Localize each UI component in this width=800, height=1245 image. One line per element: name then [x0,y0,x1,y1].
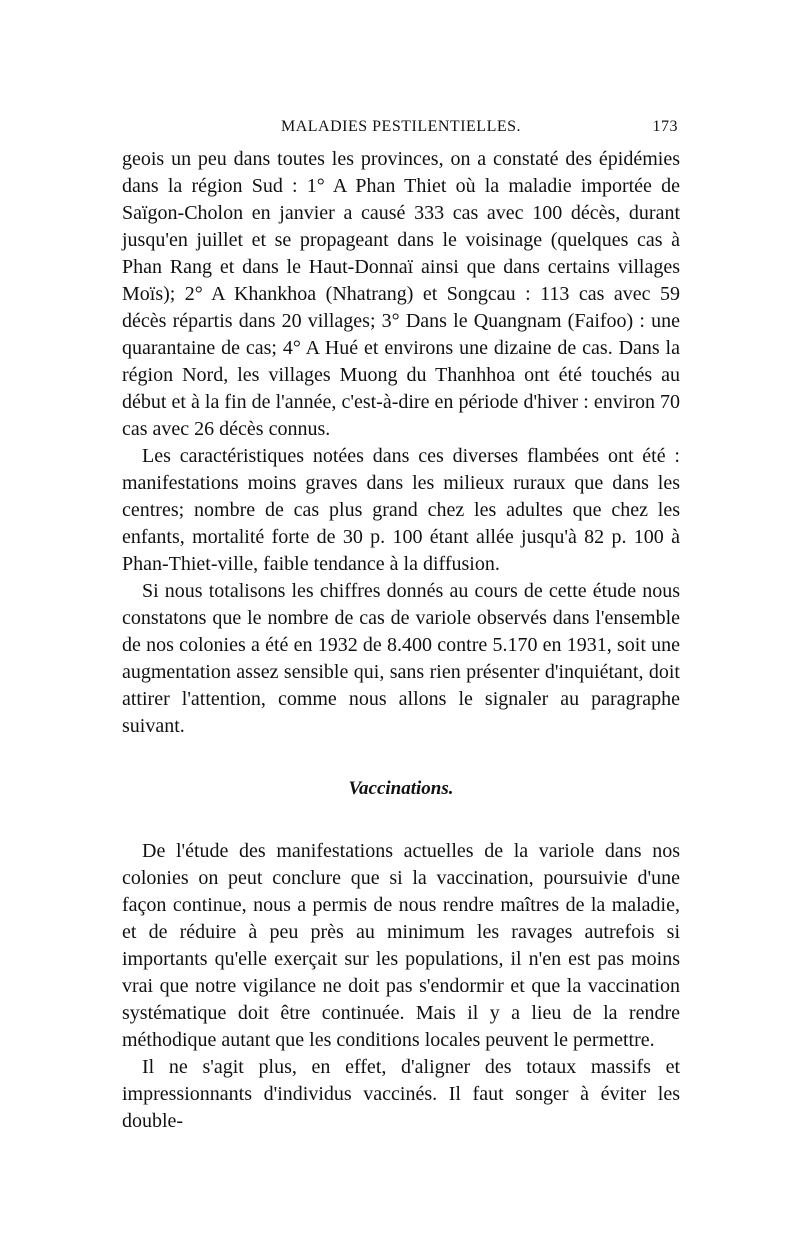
paragraph: De l'étude des manifestations actuelles de la variole dans nos colonies on peut conclure que si la vaccination, poursuivie d'une façon continue, nous a permis de nous rendre maîtres de la maladie, et de réduire à peu près au minimum les ravages autrefois si importants qu'elle exerçait sur les populations, il n'en est pas moins vrai que notre vigilance ne doit pas s'endormir et que la vaccination systématique doit être continuée. Mais il y a lieu de la rendre méthodique autant que les conditions locales peuvent le permettre. [122,840,680,1051]
book-page [122,112,680,1135]
section-heading: Vaccinations. [348,778,454,799]
paragraph: Si nous totalisons les chiffres donnés au cours de cette étude nous constatons que le nombre de cas de variole observés dans l'ensemble de nos colonies a été en 1932 de 8.400 contre 5.170 en 1931, soit une augmentation assez sensible qui, sans rien présenter d'inquiétant, doit attirer l'attention, comme nous allons le signaler au paragraphe suivant. [122,580,680,737]
running-title: MALADIES PESTILENTIELLES. [280,118,522,135]
page-number: 173 [652,118,678,135]
paragraph-continued: geois un peu dans toutes les provinces, on a constaté des épidémies dans la région Sud : 1° A Phan Thiet où la maladie importée de Saïgon-Cholon en janvier a causé 333 cas avec 100 décès, durant jusqu'en juillet et se propageant dans le voisinage (quelques cas à Phan Rang et dans le Haut-Donnaï ainsi que dans certains villages Moïs); 2° A Khankhoa (Nhatrang) et Songcau : 113 cas avec 59 décès répartis dans 20 villages; 3° Dans le Quangnam (Faifoo) : une quarantaine de cas; 4° A Hué et environs une dizaine de cas. Dans la région Nord, les villages Muong du Thanhhoa ont été touchés au début et à la fin de l'année, c'est-à-dire en période d'hiver : environ 70 cas avec 26 décès connus. [122,148,680,440]
body-text [122,146,680,1135]
paragraph: Les caractéristiques notées dans ces diverses flambées ont été : manifestations moins graves dans les milieux ruraux que dans les centres; nombre de cas plus grand chez les adultes que chez les enfants, mortalité forte de 30 p. 100 étant allée jusqu'à 82 p. 100 à Phan-Thiet-ville, faible tendance à la diffusion. [122,445,680,575]
paragraph: Il ne s'agit plus, en effet, d'aligner des totaux massifs et impressionnants d'individus vaccinés. Il faut songer à éviter les double- [122,1056,680,1132]
running-head [122,112,680,146]
